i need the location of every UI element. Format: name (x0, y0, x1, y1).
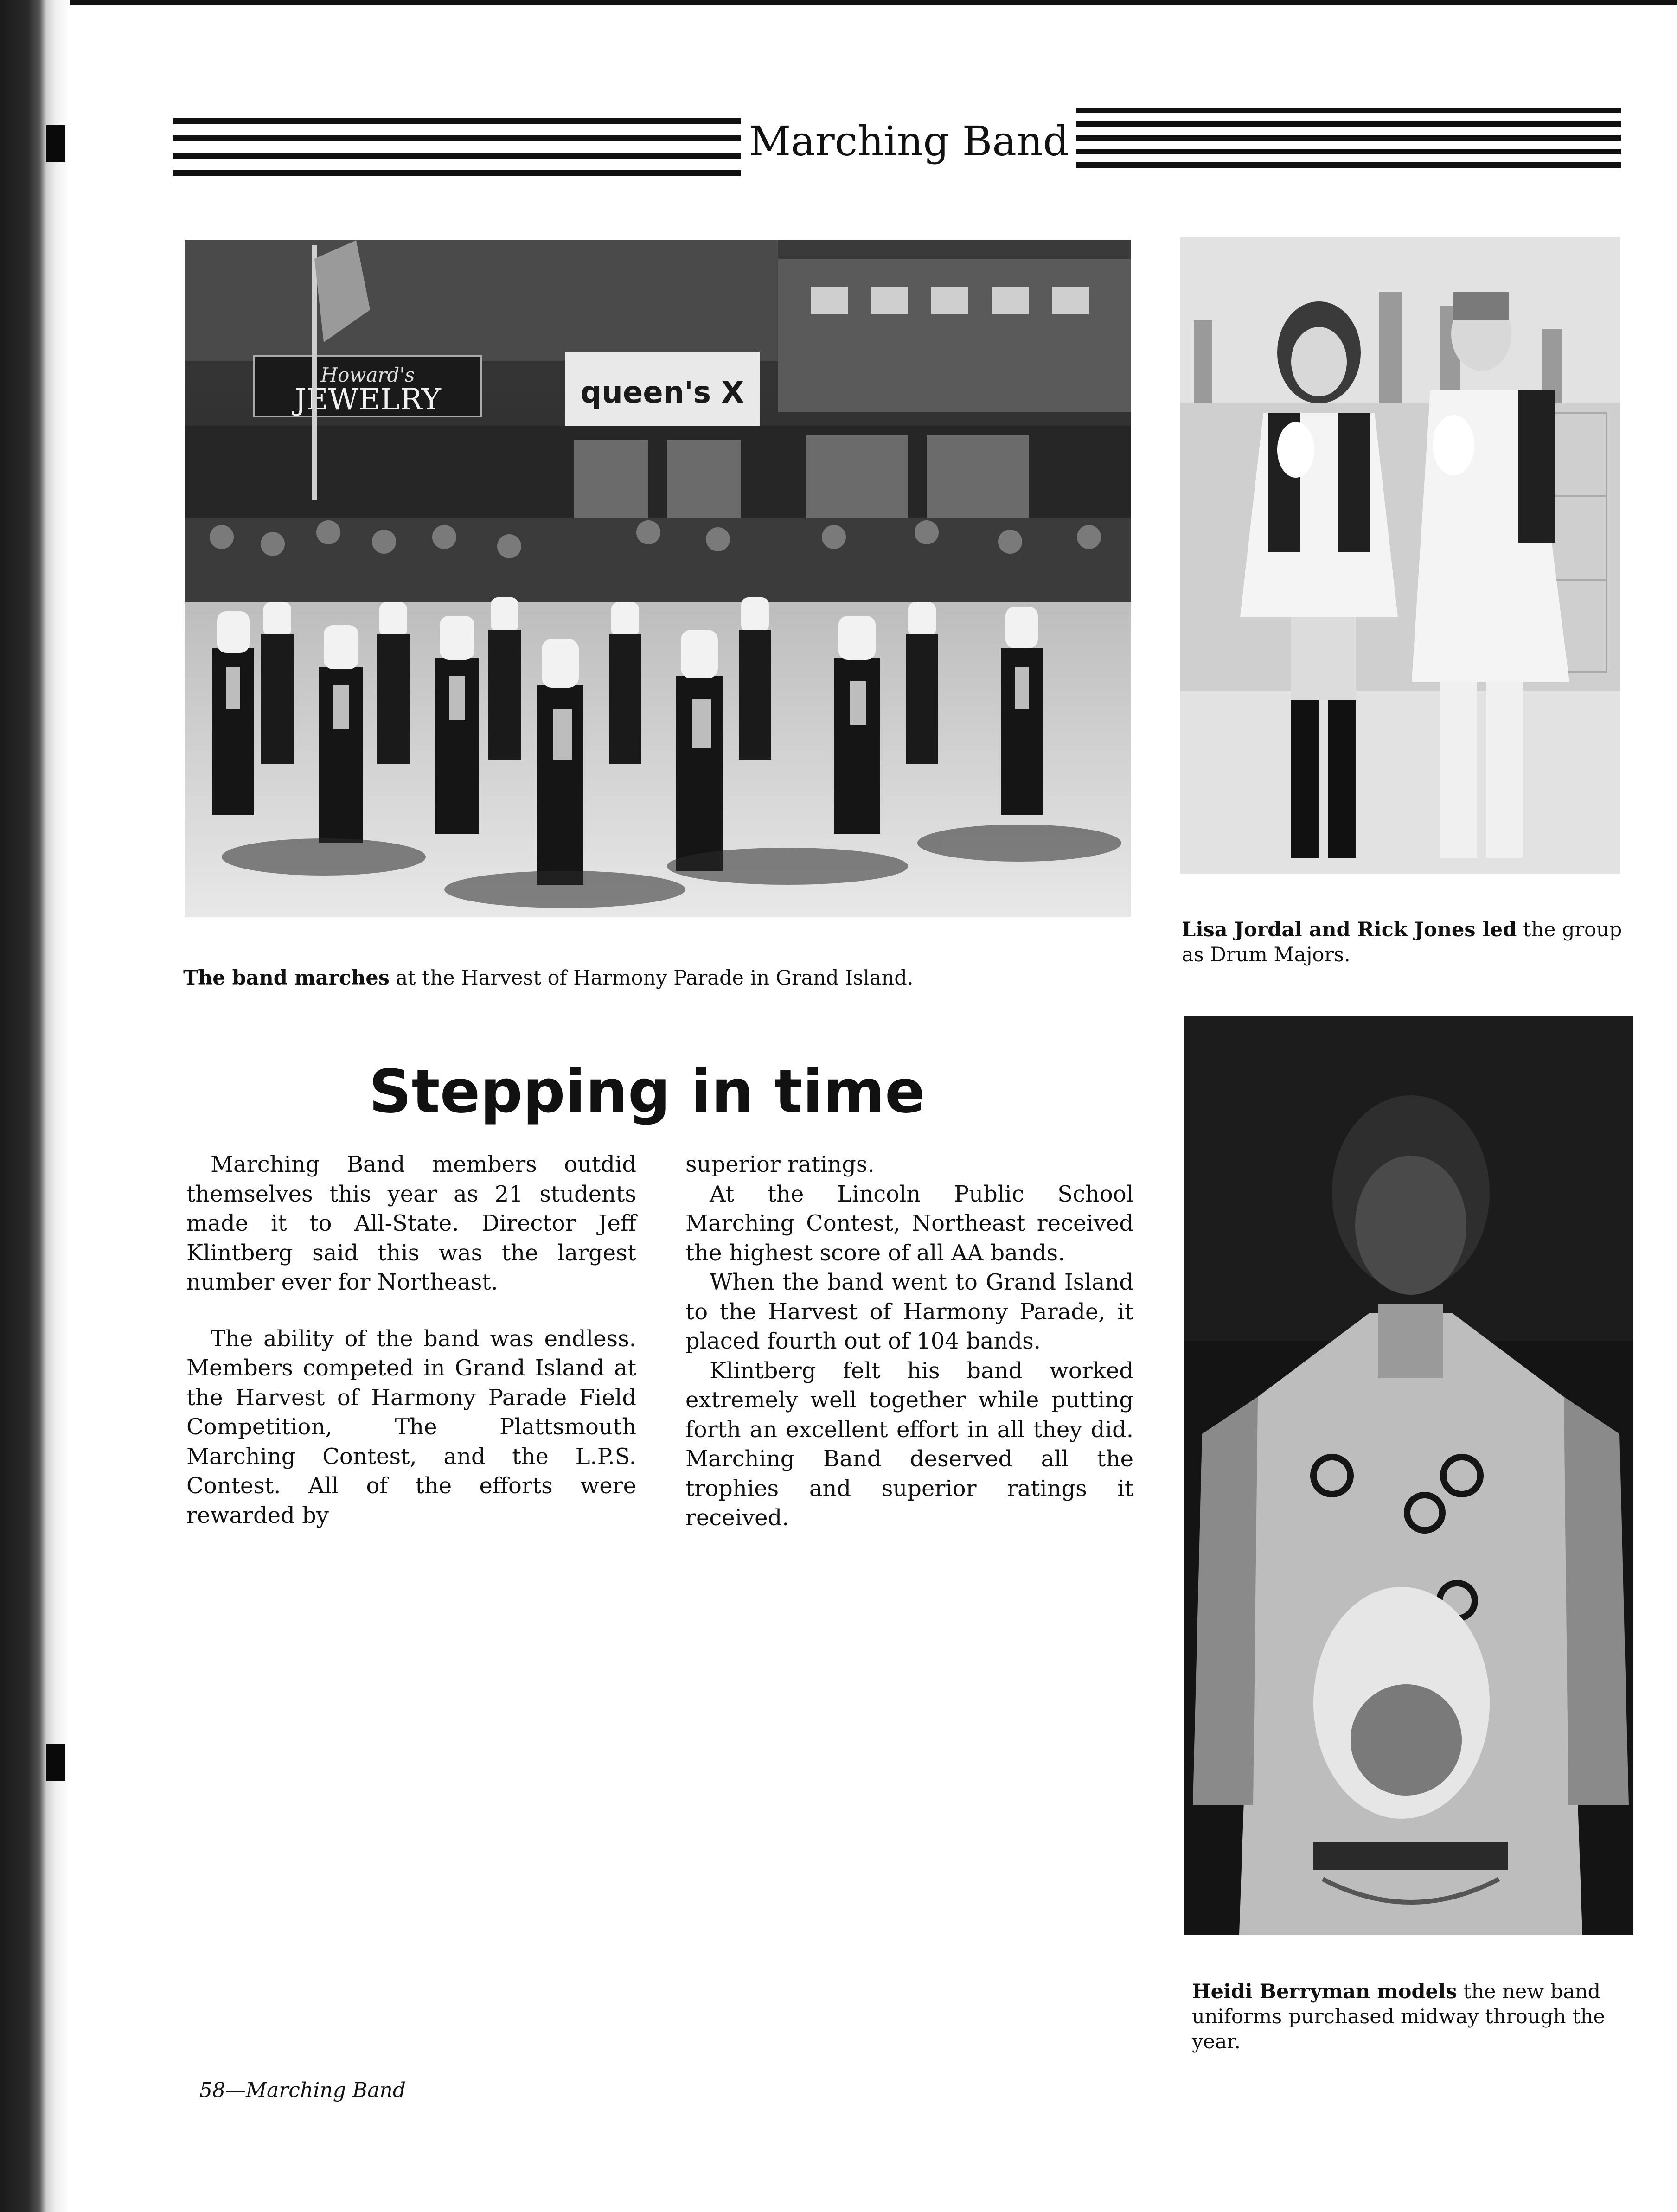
caption-text: at the Harvest of Harmony Parade in Grand Island. (389, 966, 914, 990)
article-paragraph: superior ratings. (685, 1151, 875, 1177)
parade-photo (185, 240, 1131, 917)
caption-text: the group as Drum Majors. (1182, 918, 1622, 966)
drum-majors-photo (1180, 237, 1620, 874)
spine-tab (46, 1744, 65, 1781)
caption-lead: Heidi Berryman models (1192, 1980, 1457, 2003)
uniform-photo-caption (1192, 1979, 1637, 2054)
header-rules-left (173, 118, 741, 176)
article-paragraph: Marching Band members outdid themselves this year as 21 students made it to All-State. Director Jeff Klintberg said this was the largest number ever for Northeast. (186, 1151, 636, 1295)
binding-spine (0, 0, 70, 2212)
section-title: Marching Band (749, 117, 1069, 165)
article-paragraph: When the band went to Grand Island to the Harvest of Harmony Parade, it placed fourth out of 104 bands. (685, 1269, 1133, 1354)
parade-photo-caption (183, 965, 1134, 991)
storefront-script-text: Howard's (320, 364, 415, 386)
storefront-sign-text: JEWELRY (294, 383, 441, 417)
page-top-edge (0, 0, 1677, 5)
storefront-sign-text: queen's X (580, 376, 744, 410)
caption-text: the new band uniforms purchased midway through the year. (1192, 1980, 1605, 2053)
caption-lead: The band marches (183, 966, 390, 990)
article-column-left (186, 1150, 636, 1530)
caption-lead: Lisa Jordal and Rick Jones led (1182, 918, 1517, 941)
spine-tab (46, 125, 65, 162)
uniform-photo (1184, 1016, 1633, 1935)
drum-majors-caption (1182, 917, 1627, 967)
header-rules-right (1076, 108, 1621, 168)
article-headline: Stepping in time (369, 1057, 925, 1126)
article-column-right (685, 1150, 1133, 1533)
page-folio: 58—Marching Band (199, 2078, 406, 2102)
article-paragraph: At the Lincoln Public School Marching Contest, Northeast received the highest score of all AA bands. (685, 1181, 1133, 1266)
article-paragraph: The ability of the band was endless. Members competed in Grand Island at the Harvest of Harmony Parade Field Competition, The Plattsmouth Marching Contest, and the L.P.S. Contest. All of the efforts were rewarded by (186, 1325, 636, 1528)
article-paragraph: Klintberg felt his band worked extremely well together while putting forth an excellent effort in all they did. Marching Band deserved all the trophies and superior ratings it received. (685, 1357, 1133, 1531)
